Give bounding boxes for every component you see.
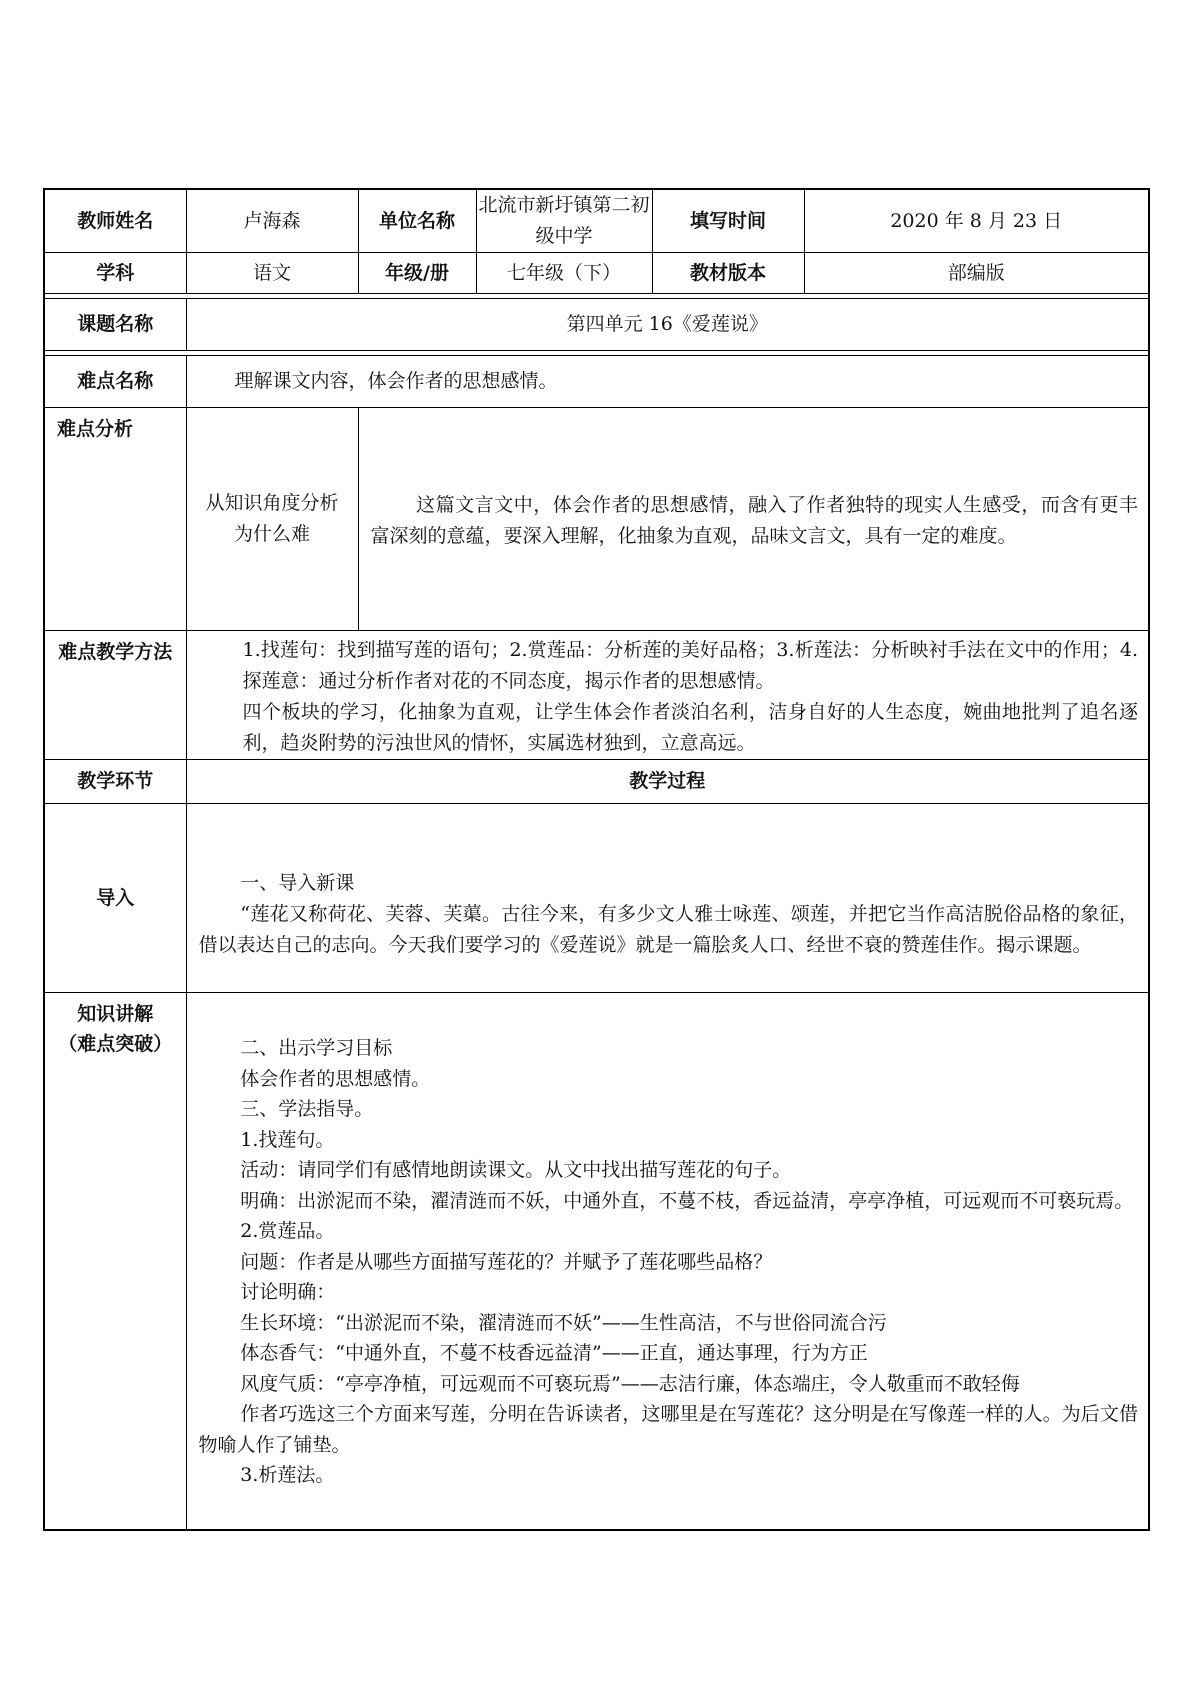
knowledge-paragraph: 作者巧选这三个方面来写莲，分明在告诉读者，这哪里是在写莲花？这分明是在写像莲一样的人。为后文借物喻人作了铺垫。 [198, 1403, 1138, 1456]
intro-text: “莲花又称荷花、芙蓉、芙蕖。古往今来，有多少文人雅士咏莲、颂莲，并把它当作高洁脱俗品格的象征，借以表达自己的志向。今天我们要学习的《爱莲说》就是一篇脍炙人口、经世不衰的赞莲佳作。揭示课题。 [198, 902, 1138, 956]
teacher-name-label: 教师姓名 [44, 189, 186, 253]
knowledge-paragraph: 讨论明确： [240, 1281, 336, 1304]
knowledge-paragraph: 问题：作者是从哪些方面描写莲花的？并赋予了莲花哪些品格？ [240, 1250, 773, 1273]
intro-text-cell [186, 804, 1149, 993]
analysis-sublabel-2: 为什么难 [233, 523, 310, 545]
teacher-name-value: 卢海森 [186, 189, 358, 253]
method-line-1: 1.找莲句：找到描写莲的语句；2.赏莲品：分析莲的美好品格；3.析莲法：分析映衬手法在文中的作用；4.探莲意：通过分析作者对花的不同态度，揭示作者的思想感情。 [242, 639, 1138, 692]
knowledge-label-cell [44, 993, 186, 1531]
method-line-2: 四个板块的学习，化抽象为直观，让学生体会作者淡泊名利，洁身自好的人生态度，婉曲地批判了追名逐利，趋炎附势的污浊世风的情怀，实属选材独到，立意高远。 [242, 701, 1138, 754]
knowledge-label-1: 知识讲解 [77, 1003, 154, 1025]
knowledge-paragraph: 活动：请同学们有感情地朗读课文。从文中找出描写莲花的句子。 [240, 1159, 792, 1182]
topic-row [44, 299, 1149, 351]
subject-value: 语文 [186, 253, 358, 294]
knowledge-paragraph: 2.赏莲品。 [240, 1220, 335, 1243]
method-row [44, 631, 1149, 760]
intro-row [44, 804, 1149, 993]
intro-label: 导入 [44, 804, 186, 993]
edition-value: 部编版 [804, 253, 1149, 294]
analysis-sublabel-cell [186, 408, 358, 631]
analysis-row [44, 408, 1149, 631]
header-row-1 [44, 189, 1149, 253]
knowledge-paragraph: 三、学法指导。 [240, 1098, 374, 1121]
knowledge-paragraph: 体态香气：“中通外直，不蔓不枝香远益清”——正直，通达事理，行为方正 [240, 1342, 868, 1365]
process-header: 教学过程 [186, 760, 1149, 804]
analysis-label: 难点分析 [44, 408, 186, 631]
topic-label: 课题名称 [44, 299, 186, 351]
difficulty-value: 理解课文内容，体会作者的思想感情。 [186, 356, 1149, 408]
unit-name-label: 单位名称 [358, 189, 476, 253]
method-label: 难点教学方法 [44, 631, 186, 760]
knowledge-paragraph: 体会作者的思想感情。 [240, 1067, 431, 1090]
knowledge-paragraph: 风度气质：“亭亭净植，可远观而不可亵玩焉”——志洁行廉，体态端庄，令人敬重而不敢轻侮 [240, 1372, 1020, 1395]
header-row-2 [44, 253, 1149, 294]
fill-time-label: 填写时间 [652, 189, 804, 253]
knowledge-text-cell [186, 993, 1149, 1531]
method-text-cell [186, 631, 1149, 760]
knowledge-paragraph: 3.析莲法。 [240, 1464, 335, 1487]
difficulty-row [44, 356, 1149, 408]
unit-name-value: 北流市新圩镇第二初级中学 [476, 189, 652, 253]
knowledge-paragraph: 1.找莲句。 [240, 1128, 335, 1151]
knowledge-paragraph: 二、出示学习目标 [240, 1037, 393, 1060]
knowledge-paragraph: 生长环境：“出淤泥而不染，濯清涟而不妖”——生性高洁，不与世俗同流合污 [240, 1311, 887, 1334]
knowledge-label-2: （难点突破） [58, 1033, 173, 1055]
knowledge-paragraphs [187, 1031, 1149, 1491]
process-header-row [44, 760, 1149, 804]
analysis-text: 这篇文言文中，体会作者的思想感情，融入了作者独特的现实人生感受，而含有更丰富深刻的意蕴，要深入理解，化抽象为直观，品味文言文，具有一定的难度。 [370, 494, 1138, 547]
analysis-text-cell [358, 408, 1149, 631]
lesson-plan-table [43, 188, 1150, 1531]
knowledge-row [44, 993, 1149, 1531]
stage-header: 教学环节 [44, 760, 186, 804]
knowledge-paragraph: 明确：出淤泥而不染，濯清涟而不妖，中通外直，不蔓不枝，香远益清，亭亭净植，可远观而不可亵玩焉。 [240, 1189, 1134, 1212]
fill-time-value: 2020 年 8 月 23 日 [804, 189, 1149, 253]
grade-value: 七年级（下） [476, 253, 652, 294]
topic-value: 第四单元 16《爱莲说》 [186, 299, 1149, 351]
intro-heading: 一、导入新课 [240, 871, 355, 894]
subject-label: 学科 [44, 253, 186, 294]
analysis-sublabel-1: 从知识角度分析 [205, 492, 339, 514]
edition-label: 教材版本 [652, 253, 804, 294]
grade-label: 年级/册 [358, 253, 476, 294]
difficulty-label: 难点名称 [44, 356, 186, 408]
